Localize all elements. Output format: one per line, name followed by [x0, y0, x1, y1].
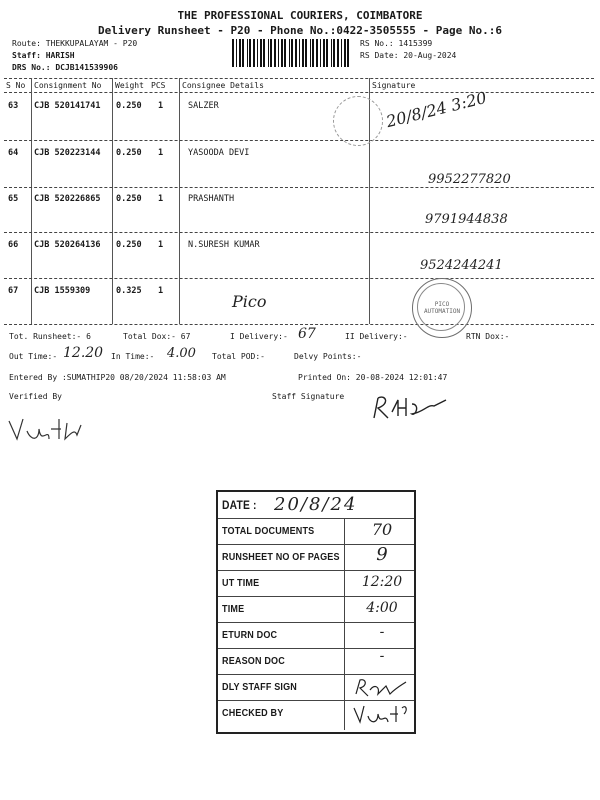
row-pcs: 1 [158, 240, 164, 250]
row-weight: 0.250 [116, 101, 142, 111]
rs-no-label: RS No.: 1415399 [360, 39, 433, 48]
form-checked-sign-icon [350, 700, 412, 728]
verified-by: Verified By [9, 392, 62, 401]
form-value-in-time: 4:00 [366, 600, 398, 616]
total-dox: Total Dox:- 67 [123, 332, 191, 341]
form-value-return-doc: - [379, 624, 385, 640]
barcode-image [230, 39, 352, 69]
row-weight: 0.250 [116, 148, 142, 158]
in-time-value: 4.00 [167, 346, 196, 361]
form-label-out-time: UT TIME [222, 577, 260, 589]
row-sno: 64 [8, 148, 19, 158]
rtn-dox: RTN Dox:- [466, 332, 510, 341]
col-consignment: Consignment No [34, 81, 102, 90]
i-delivery-value: 67 [298, 326, 316, 342]
staff-label: Staff: HARISH [12, 51, 75, 60]
tot-runsheet: Tot. Runsheet:- 6 [9, 332, 91, 341]
col-sno: S No [6, 81, 26, 90]
form-label-dly-staff-sign: DLY STAFF SIGN [222, 681, 297, 693]
row-weight: 0.250 [116, 194, 142, 204]
row-consignment: CJB 520141741 [34, 101, 101, 111]
form-value-runsheet-pages: 9 [376, 544, 388, 565]
row-sno: 65 [8, 194, 19, 204]
form-label-reason-doc: REASON DOC [222, 655, 285, 667]
rs-date-label: RS Date: 20-Aug-2024 [360, 51, 457, 60]
row-consignment: CJB 520223144 [34, 148, 101, 158]
col-pcs: PCS [151, 81, 166, 90]
row-consignee: SALZER [188, 101, 219, 111]
row-consignment: CJB 1559309 [34, 286, 91, 296]
delvy-points: Delvy Points:- [294, 352, 362, 361]
form-date-label: DATE : [222, 498, 257, 512]
form-date-value: 20/8/24 [274, 494, 358, 515]
form-staff-sign-icon [350, 674, 412, 700]
row-pcs: 1 [158, 101, 164, 111]
row-pcs: 1 [158, 286, 164, 296]
faded-stamp-icon [333, 96, 383, 146]
form-value-out-time: 12:20 [361, 574, 403, 590]
row-consignee: N.SURESH KUMAR [188, 240, 260, 250]
ii-delivery: II Delivery:- [345, 332, 408, 341]
col-consignee: Consignee Details [182, 81, 264, 90]
out-time-value: 12.20 [63, 345, 104, 361]
handwritten-note: Pico [232, 292, 267, 311]
verifier-signature-icon [5, 405, 95, 453]
row-sno: 63 [8, 101, 19, 111]
row-signature: 9524244241 [420, 258, 503, 273]
row-sno: 67 [8, 286, 19, 296]
form-label-checked-by: CHECKED BY [222, 707, 284, 719]
runsheet-subtitle: Delivery Runsheet - P20 - Phone No.:0422-3505555 - Page No.:6 [98, 24, 502, 37]
staff-signature-icon [364, 390, 464, 426]
row-pcs: 1 [158, 194, 164, 204]
row-sno: 66 [8, 240, 19, 250]
entered-by: Entered By :SUMATHIP20 08/20/2024 11:58:03 AM [9, 373, 226, 382]
form-value-reason-doc: - [379, 648, 385, 664]
row-consignment: CJB 520226865 [34, 194, 101, 204]
row-consignee: YASOODA DEVI [188, 148, 250, 158]
row-consignee: PRASHANTH [188, 194, 235, 204]
out-time: Out Time:- [9, 352, 58, 361]
total-pod: Total POD:- [212, 352, 265, 361]
route-label: Route: THEKKUPALAYAM - P20 [12, 39, 138, 48]
row-weight: 0.325 [116, 286, 142, 296]
form-value-total-documents: 70 [371, 520, 393, 539]
form-label-total-documents: TOTAL DOCUMENTS [222, 525, 315, 537]
row-pcs: 1 [158, 148, 164, 158]
drs-label: DRS No.: DCJB141539906 [12, 63, 118, 72]
in-time: In Time:- [111, 352, 155, 361]
staff-signature: Staff Signature [272, 392, 345, 401]
i-delivery: I Delivery:- [230, 332, 288, 341]
row-signature: 20/8/24 3:20 [384, 87, 489, 132]
col-weight: Weight [115, 81, 144, 90]
pico-stamp: PICO AUTOMATION [412, 278, 472, 338]
row-consignment: CJB 520264136 [34, 240, 101, 250]
delivery-summary-form [216, 490, 416, 734]
row-weight: 0.250 [116, 240, 142, 250]
printed-on: Printed On: 20-08-2024 12:01:47 [298, 373, 448, 382]
form-label-runsheet-pages: RUNSHEET NO OF PAGES [222, 551, 340, 563]
row-signature: 9791944838 [425, 212, 508, 227]
company-title: THE PROFESSIONAL COURIERS, COIMBATORE [177, 9, 423, 22]
col-signature: Signature [372, 81, 416, 90]
row-signature: 9952277820 [428, 172, 511, 187]
form-label-in-time: TIME [222, 603, 245, 615]
form-label-return-doc: ETURN DOC [222, 629, 278, 641]
